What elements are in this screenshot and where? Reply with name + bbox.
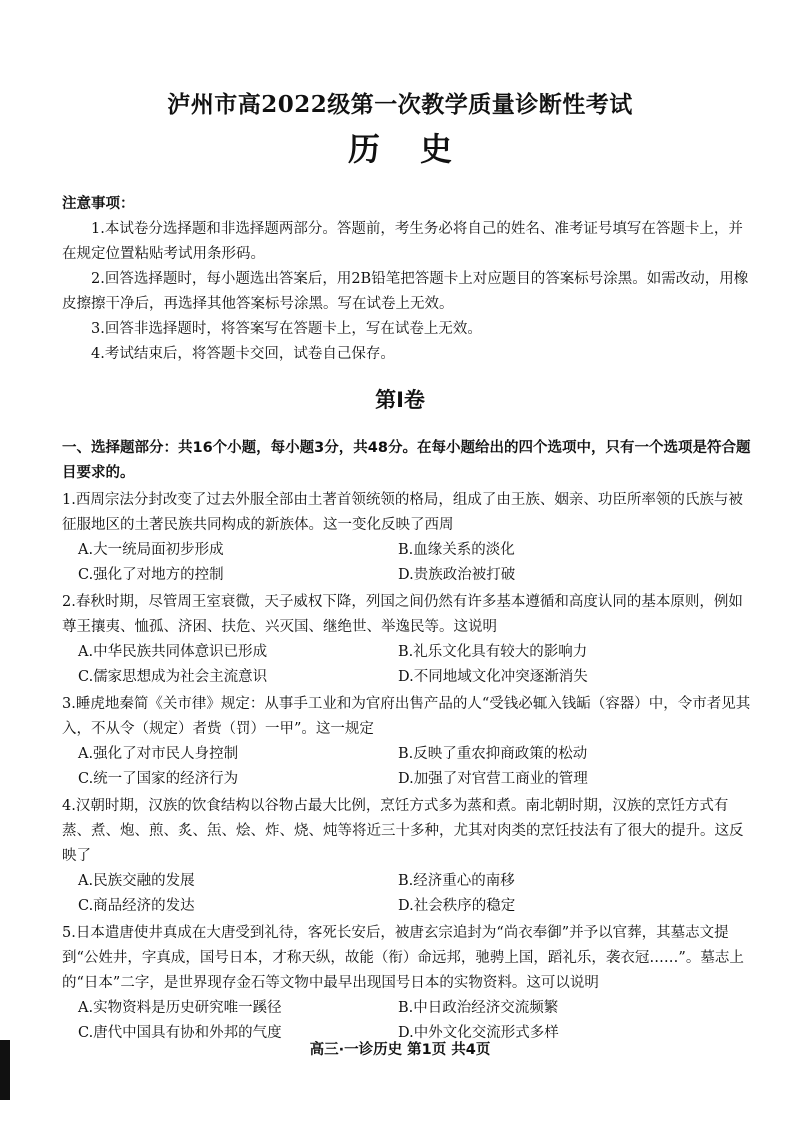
- notice-item-1: 1.本试卷分选择题和非选择题两部分。答题前，考生务必将自己的姓名、准考证号填写在答题卡上，并在规定位置粘贴考试用条形码。: [62, 221, 743, 262]
- question-1: [62, 488, 752, 588]
- option-grid: [62, 742, 752, 792]
- volume-title: 第Ⅰ卷: [375, 388, 425, 412]
- notice-item-3: 3.回答非选择题时，将答案写在答题卡上，写在试卷上无效。: [91, 321, 482, 337]
- question-5: [62, 921, 752, 1046]
- option-a: A.中华民族共同体意识已形成: [78, 644, 268, 660]
- option-d: D.中外文化交流形式多样: [398, 1025, 559, 1041]
- exam-title: 泸州市高2022级第一次教学质量诊断性考试: [167, 91, 633, 118]
- question-4: [62, 794, 752, 919]
- option-c: C.唐代中国具有协和外邦的气度: [78, 1025, 282, 1041]
- page-footer: 高三·一诊历史 第1页 共4页: [309, 1042, 491, 1058]
- question-stem: 2.春秋时期，尽管周王室衰微，天子威权下降，列国之间仍然有许多基本遵循和高度认同的基本原则，例如尊王攘夷、恤孤、济困、扶危、兴灭国、继绝世、举逸民等。这说明: [62, 594, 743, 635]
- section-heading: 一、选择题部分：共16个小题，每小题3分，共48分。在每小题给出的四个选项中，只有一个选项是符合题目要求的。: [62, 440, 751, 481]
- option-d: D.社会秩序的稳定: [398, 898, 516, 914]
- option-c: C.儒家思想成为社会主流意识: [78, 669, 268, 685]
- option-a: A.大一统局面初步形成: [78, 542, 224, 558]
- notice-block: [62, 192, 752, 367]
- question-stem: 4.汉朝时期，汉族的饮食结构以谷物占最大比例，烹饪方式多为蒸和煮。南北朝时期，汉族的烹饪方式有蒸、煮、炮、煎、炙、缹、烩、炸、烧、炖等将近三十多种，尤其对肉类的烹饪技法有了很大的提升。这反映了: [62, 798, 744, 864]
- option-b: B.礼乐文化具有较大的影响力: [398, 644, 588, 660]
- notice-heading: 注意事项：: [62, 196, 135, 212]
- option-grid: [62, 538, 752, 588]
- question-3: [62, 692, 752, 792]
- question-stem: 5.日本遣唐使井真成在大唐受到礼待，客死长安后，被唐玄宗追封为“尚衣奉御”并予以官葬，其墓志文提到“公姓井，字真成，国号日本，才称天纵，故能（衔）命远邦，驰骋上国，蹈礼乐，袭衣冠……”。墓志上的“日本”二字，是世界现存金石等文物中最早出现国号日本的实物资料。这可以说明: [62, 925, 744, 991]
- option-a: A.强化了对市民人身控制: [78, 746, 239, 762]
- option-c: C.商品经济的发达: [78, 898, 195, 914]
- option-c: C.强化了对地方的控制: [78, 567, 224, 583]
- choice-section: [62, 436, 752, 1046]
- option-b: B.经济重心的南移: [398, 873, 515, 889]
- question-stem: 3.睡虎地秦简《关市律》规定：从事手工业和为官府出售产品的人“受钱必辄入钱缿（容器）中，令市者见其入，不从令（规定）者赀（罚）一甲”。这一规定: [62, 696, 751, 737]
- subject-title: 历史: [347, 130, 492, 168]
- option-b: B.中日政治经济交流频繁: [398, 1000, 559, 1016]
- option-grid: [62, 869, 752, 919]
- notice-item-2: 2.回答选择题时，每小题选出答案后，用2B铅笔把答题卡上对应题目的答案标号涂黑。如需改动，用橡皮擦擦干净后，再选择其他答案标号涂黑。写在试卷上无效。: [62, 271, 749, 312]
- notice-item-4: 4.考试结束后，将答题卡交回，试卷自己保存。: [91, 346, 395, 362]
- option-d: D.加强了对官营工商业的管理: [398, 771, 588, 787]
- option-grid: [62, 640, 752, 690]
- scan-edge-mark: [0, 1040, 10, 1100]
- option-c: C.统一了国家的经济行为: [78, 771, 239, 787]
- option-b: B.反映了重农抑商政策的松动: [398, 746, 588, 762]
- question-stem: 1.西周宗法分封改变了过去外服全部由土著首领统领的格局，组成了由王族、姻亲、功臣所率领的氏族与被征服地区的土著民族共同构成的新族体。这一变化反映了西周: [62, 492, 743, 533]
- option-a: A.民族交融的发展: [78, 873, 195, 889]
- question-2: [62, 590, 752, 690]
- option-b: B.血缘关系的淡化: [398, 542, 515, 558]
- option-a: A.实物资料是历史研究唯一蹊径: [78, 1000, 282, 1016]
- option-d: D.不同地域文化冲突逐渐消失: [398, 669, 588, 685]
- option-d: D.贵族政治被打破: [398, 567, 516, 583]
